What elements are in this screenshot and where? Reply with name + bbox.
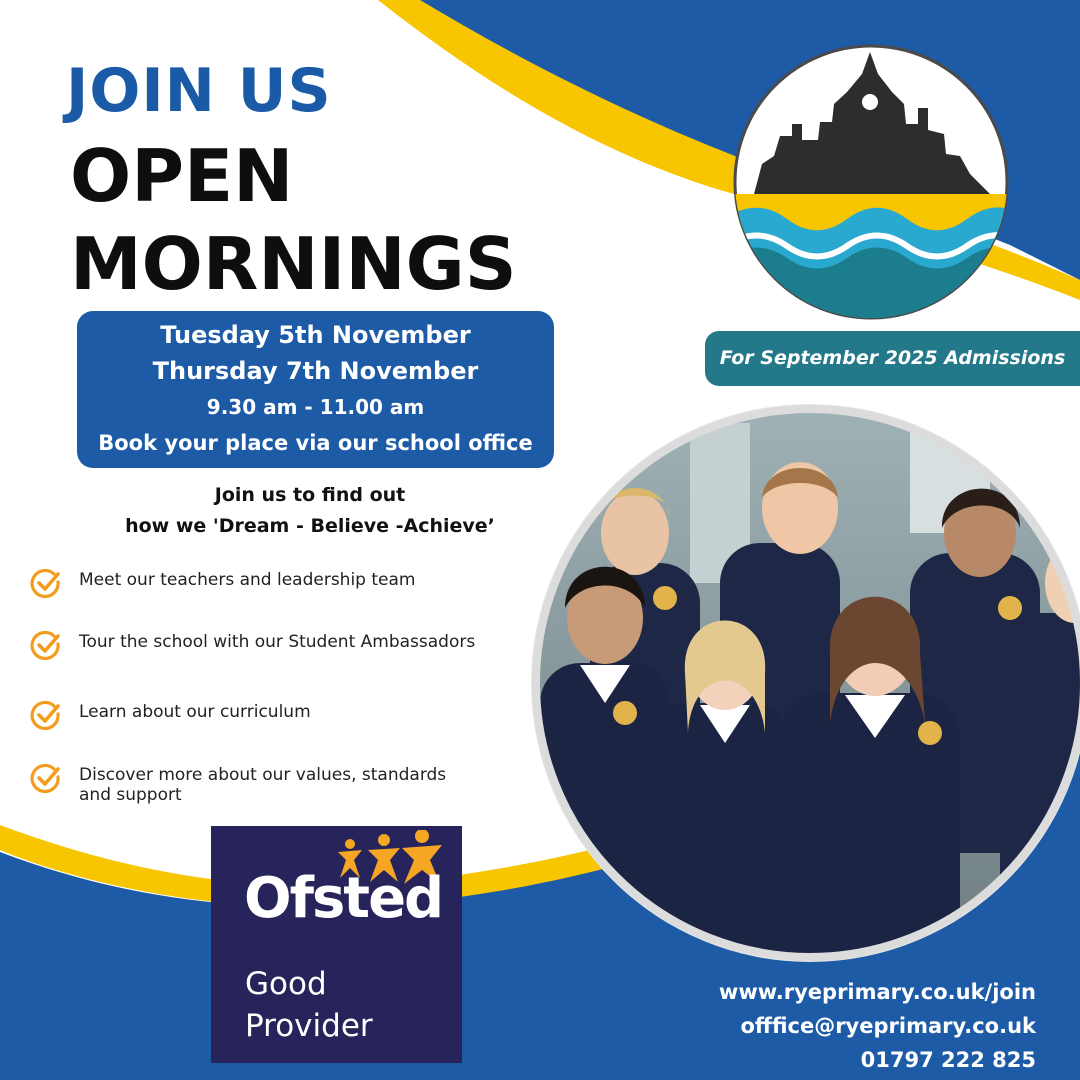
bullet-text: Meet our teachers and leadership team	[79, 570, 416, 590]
page-title-line1: OPEN	[70, 134, 294, 218]
tagline-line2: how we 'Dream - Believe -Achieve’	[125, 515, 495, 537]
page-title-line2: MORNINGS	[70, 222, 517, 306]
tagline	[60, 480, 560, 542]
bullet-text: Learn about our curriculum	[79, 702, 311, 722]
tagline-line1: Join us to find out	[214, 484, 406, 506]
event-date-1: Tuesday 5th November	[160, 321, 471, 349]
event-details-box	[77, 311, 554, 468]
booking-instruction: Book your place via our school office	[98, 431, 533, 455]
join-us-heading: JOIN US	[66, 56, 332, 126]
bullet-text: Tour the school with our Student Ambassadors	[79, 632, 476, 652]
ofsted-rating-line1: Good	[245, 966, 327, 1002]
check-circle-icon	[30, 763, 62, 795]
check-circle-icon	[30, 700, 62, 732]
phone-number[interactable]: 01797 222 825	[860, 1048, 1036, 1072]
check-circle-icon	[30, 630, 62, 662]
event-time: 9.30 am - 11.00 am	[206, 395, 425, 419]
bullet-text-continued: and support	[79, 785, 182, 805]
website-link[interactable]: www.ryeprimary.co.uk/join	[718, 980, 1036, 1004]
bullet-text: Discover more about our values, standards	[79, 765, 447, 785]
check-circle-icon	[30, 568, 62, 600]
ofsted-logo-text: Ofsted	[244, 866, 443, 931]
email-link[interactable]: offfice@ryeprimary.co.uk	[740, 1014, 1036, 1038]
pupils-photo	[530, 403, 1080, 963]
ofsted-rating-line2: Provider	[245, 1008, 373, 1044]
school-logo	[722, 44, 1024, 326]
admissions-badge: For September 2025 Admissions	[705, 331, 1080, 386]
event-date-2: Thursday 7th November	[152, 357, 479, 385]
